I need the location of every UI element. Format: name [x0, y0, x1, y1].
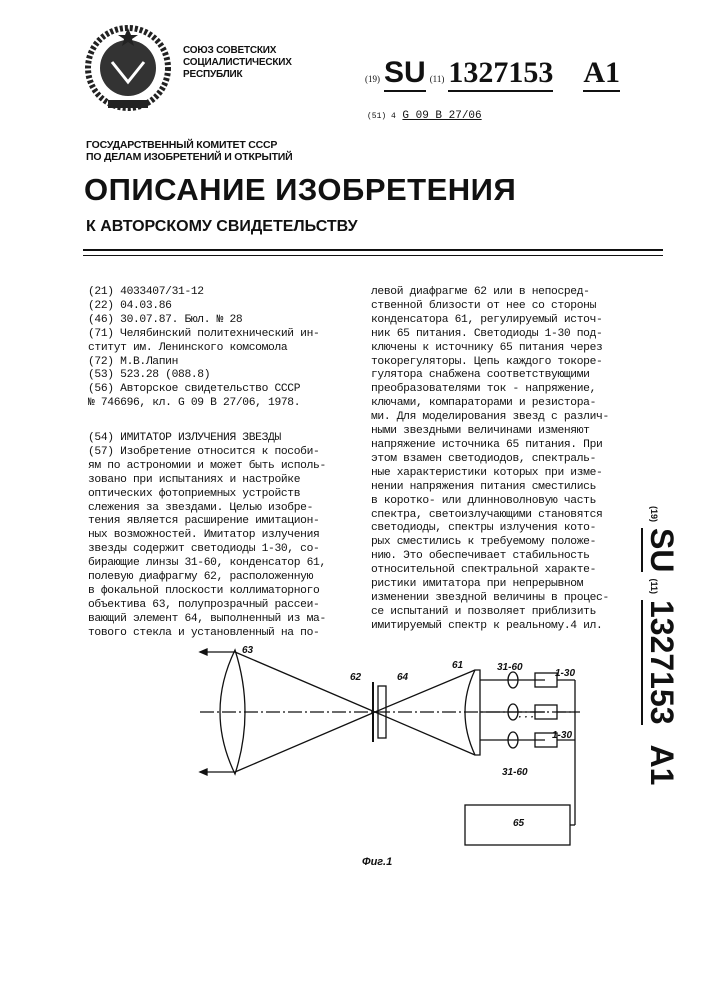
abstract-line: светодиоды, спектры излучения кото- — [371, 522, 609, 536]
side-country: SU — [641, 528, 680, 572]
abstract-line: нении напряжения питания сместились — [371, 481, 609, 495]
biblio-line: ститут им. Ленинского комсомола — [88, 342, 319, 356]
divider — [83, 249, 663, 251]
abstract-line: зовано при испытаниях и настройке — [88, 474, 326, 488]
abstract-line: в коротко- или длинноволновую часть — [371, 495, 609, 509]
biblio-line: (22) 04.03.86 — [88, 300, 319, 314]
abstract-line: тового стекла и установленный на по- — [88, 627, 326, 641]
label-1-30: 1-30 — [555, 668, 575, 679]
code-11: (11) — [430, 74, 445, 84]
abstract-line: ных возможностей. Имитатор излучения — [88, 529, 326, 543]
abstract-line: ник 65 питания. Светодиоды 1-30 под- — [371, 328, 609, 342]
label-62: 62 — [350, 672, 361, 683]
abstract-line: ям по астрономии и может быть исполь- — [88, 460, 326, 474]
abstract-line: напряжение источника 65 питания. При — [371, 439, 609, 453]
divider — [83, 255, 663, 256]
abstract-line: ристики имитатора при непрерывном — [371, 578, 609, 592]
abstract-line: преобразователями ток - напряжение, — [371, 383, 609, 397]
kind-code: A1 — [583, 56, 620, 92]
biblio-line: (72) М.В.Лапин — [88, 356, 319, 370]
document-subtitle: К АВТОРСКОМУ СВИДЕТЕЛЬСТВУ — [86, 218, 358, 236]
side-patent-number — [641, 506, 680, 785]
abstract-line: имитируемый спектр к реальному.4 ил. — [371, 620, 609, 634]
biblio-line: № 746696, кл. G 09 B 27/06, 1978. — [88, 397, 319, 411]
abstract-line: ми. Для моделирования звезд с различ- — [371, 411, 609, 425]
state-line: РЕСПУБЛИК — [183, 69, 292, 81]
figure-caption: Фиг.1 — [362, 856, 392, 868]
abstract-line: (54) ИМИТАТОР ИЗЛУЧЕНИЯ ЗВЕЗДЫ — [88, 432, 326, 446]
abstract-line: тения является расширение имитацион- — [88, 515, 326, 529]
side-number: 1327153 — [641, 600, 680, 725]
patent-number-block — [365, 56, 620, 92]
abstract-line: спектра, светоизлучающими становятся — [371, 509, 609, 523]
abstract-line: в фокальной плоскости коллиматорного — [88, 585, 326, 599]
abstract-line: слежения за звездами. Целью изобре- — [88, 502, 326, 516]
abstract-line: нию. Это обеспечивает стабильность — [371, 550, 609, 564]
abstract-line: бирающие линзы 31-60, конденсатор 61, — [88, 557, 326, 571]
label-31-60: 31-60 — [497, 662, 523, 673]
country-code: SU — [384, 56, 426, 92]
biblio-line: (53) 523.28 (088.8) — [88, 369, 319, 383]
abstract-line: этом взамен светодиодов, спектраль- — [371, 453, 609, 467]
abstract-line: (57) Изобретение относится к пособи- — [88, 446, 326, 460]
abstract-right-column — [371, 286, 609, 634]
side-kind: A1 — [643, 745, 680, 786]
abstract-line: ственной близости от нее со стороны — [371, 300, 609, 314]
biblio-line: (46) 30.07.87. Бюл. № 28 — [88, 314, 319, 328]
abstract-line: ключены к источнику 65 питания через — [371, 342, 609, 356]
patent-number: 1327153 — [448, 56, 553, 92]
ussr-emblem — [82, 22, 174, 114]
abstract-line: гулятора снабжена соответствующими — [371, 369, 609, 383]
label-64: 64 — [397, 672, 408, 683]
abstract-line: рых сместились к требуемому положе- — [371, 536, 609, 550]
abstract-line: относительной спектральной характе- — [371, 564, 609, 578]
label-61: 61 — [452, 660, 463, 671]
ipc-class: G 09 B 27/06 — [402, 110, 481, 122]
led-array — [480, 672, 575, 825]
ellipsis: · · · — [518, 712, 534, 723]
abstract-line: ные характеристики которых при изме- — [371, 467, 609, 481]
abstract-line: изменении звездной величины в процес- — [371, 592, 609, 606]
side-code-19: (19) — [649, 506, 659, 522]
committee-line: ПО ДЕЛАМ ИЗОБРЕТЕНИЙ И ОТКРЫТИЙ — [86, 151, 293, 163]
biblio-line: (56) Авторское свидетельство СССР — [88, 383, 319, 397]
biblio-line: (71) Челябинский политехнический ин- — [88, 328, 319, 342]
patent-page — [0, 0, 707, 1000]
ipc-code: (51) 4 — [367, 112, 396, 121]
state-line: СОЮЗ СОВЕТСКИХ — [183, 45, 292, 57]
state-name — [183, 45, 292, 81]
committee — [86, 139, 293, 163]
code-19: (19) — [365, 74, 380, 84]
bibliographic-data — [88, 286, 319, 411]
abstract-line: оптических фотоприемных устройств — [88, 488, 326, 502]
figure-1-diagram — [190, 640, 600, 855]
abstract-line: конденсатора 61, регулируемый источ- — [371, 314, 609, 328]
document-title: ОПИСАНИЕ ИЗОБРЕТЕНИЯ — [84, 172, 516, 208]
abstract-left-column — [88, 432, 326, 641]
label-63: 63 — [242, 645, 253, 656]
abstract-line: левой диафрагме 62 или в непосред- — [371, 286, 609, 300]
abstract-line: звезды содержит светодиоды 1-30, со- — [88, 543, 326, 557]
state-line: СОЦИАЛИСТИЧЕСКИХ — [183, 57, 292, 69]
abstract-line: вающий элемент 64, выполненный из ма- — [88, 613, 326, 627]
abstract-line: объектива 63, полупрозрачный рассеи- — [88, 599, 326, 613]
label-1-30: 1-30 — [552, 730, 572, 741]
abstract-line: полевую диафрагму 62, расположенную — [88, 571, 326, 585]
ipc-block — [367, 110, 482, 122]
abstract-line: ными звездными величинами изменяют — [371, 425, 609, 439]
committee-line: ГОСУДАРСТВЕННЫЙ КОМИТЕТ СССР — [86, 139, 293, 151]
abstract-line: се испытаний и позволяет приблизить — [371, 606, 609, 620]
abstract-line: ключами, компараторами и резистора- — [371, 397, 609, 411]
label-65: 65 — [513, 818, 524, 829]
side-code-11: (11) — [649, 578, 659, 594]
biblio-line: (21) 4033407/31-12 — [88, 286, 319, 300]
label-31-60: 31-60 — [502, 767, 528, 778]
abstract-line: токорегуляторы. Цепь каждого токоре- — [371, 356, 609, 370]
